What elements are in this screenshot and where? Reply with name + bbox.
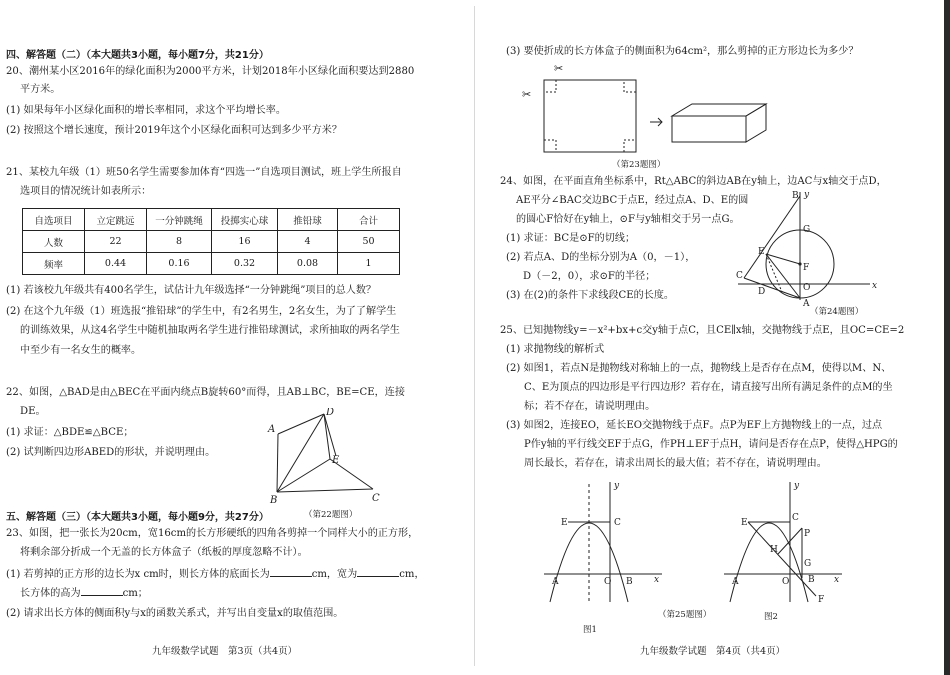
q23-part1-text-b: cm，宽为 — [311, 569, 358, 580]
q24-part2-line1: (2) 若点A、D的坐标分别为A（0，－1）， — [506, 252, 696, 263]
table-cell: 合计 — [338, 209, 400, 231]
table-cell: 频率 — [23, 253, 85, 275]
point-label: B — [792, 191, 799, 201]
point-label: O — [604, 577, 612, 587]
point-label: B — [626, 577, 633, 587]
axis-label: x — [834, 575, 840, 585]
table-cell: 16 — [212, 231, 278, 253]
point-label: F — [818, 595, 825, 605]
point-label: H — [770, 545, 778, 555]
q23-part1-line1 — [6, 567, 425, 581]
axis-label: y — [794, 481, 800, 491]
q23-diagram — [520, 58, 780, 158]
scissors-icon: ✂ — [554, 62, 564, 75]
q25-figure-1 — [540, 478, 670, 606]
point-label: G — [803, 225, 811, 235]
table-row — [23, 253, 400, 275]
point-label: F — [803, 263, 810, 273]
q23-caption: （第23题图） — [612, 160, 666, 170]
section-5-heading: 五、解答题（三）（本大题共3小题，每小题9分，共27分） — [6, 512, 269, 523]
page-divider — [474, 6, 475, 666]
table-cell: 0.44 — [85, 253, 147, 275]
q21-stem-line1: 21、某校九年级（1）班50名学生需要参加体育“四选一”自选项目测试，班上学生所报自 — [6, 167, 402, 178]
fig1-label: 图1 — [583, 625, 597, 635]
q23-part1-text-c: cm， — [399, 569, 425, 580]
q21-stat-table — [22, 208, 400, 275]
q23-figure — [520, 58, 780, 158]
table-row — [23, 209, 400, 231]
point-label: C — [372, 493, 380, 504]
q24-caption: （第24题图） — [810, 307, 864, 317]
point-label: P — [804, 529, 811, 539]
q20-stem-line2: 平方米。 — [20, 84, 61, 95]
q20-part2: (2) 按照这个增长速度，预计2019年这个小区绿化面积可达到多少平方米？ — [6, 125, 342, 136]
table-cell: 50 — [338, 231, 400, 253]
table-cell: 立定跳远 — [85, 209, 147, 231]
answer-blank[interactable] — [270, 567, 312, 577]
q25-part3-line3: 周长最长，若存在，请求出周长的最大值；若不存在，请说明理由。 — [524, 458, 827, 469]
table-cell: 推铅球 — [278, 209, 338, 231]
q24-part1: (1) 求证：BC是⊙F的切线； — [506, 233, 636, 244]
point-label: O — [803, 283, 811, 293]
q24-stem-line2: AE平分∠BAC交边BC于点E，经过点A、D、E的圆 — [516, 195, 749, 206]
point-label: E — [758, 247, 765, 257]
q24-figure — [734, 188, 884, 308]
table-cell: 0.08 — [278, 253, 338, 275]
q25-diagram-1 — [540, 478, 670, 606]
table-cell: 0.32 — [212, 253, 278, 275]
q23-stem-line2: 将剩余部分折成一个无盖的长方体盒子（纸板的厚度忽略不计）。 — [20, 547, 308, 558]
table-cell: 22 — [85, 231, 147, 253]
q25-part1: (1) 求抛物线的解析式 — [506, 344, 605, 355]
scan-edge — [944, 0, 950, 675]
point-label: C — [792, 513, 799, 523]
point-label: D — [326, 408, 335, 418]
point-label: A — [803, 299, 810, 308]
q23-part1-text-a: (1) 若剪掉的正方形的边长为x cm时，则长方体的底面长为 — [6, 569, 270, 580]
q20-stem-line1: 20、潮州某小区2016年的绿化面积为2000平方米，计划2018年小区绿化面积要达到2880 — [6, 66, 415, 77]
q24-stem-line3: 的圆心F恰好在y轴上，⊙F与y轴相交于另一点G。 — [516, 214, 740, 225]
q24-stem-line1: 24、如图，在平面直角坐标系中，Rt△ABC的斜边AB在y轴上，边AC与x轴交于点D， — [500, 176, 887, 187]
q25-figure-2 — [720, 478, 850, 606]
q23-part1-line2 — [20, 586, 148, 600]
q23-stem-line1: 23、如图，把一张长为20cm，宽16cm的长方形硬纸的四角各剪掉一个同样大小的正方形， — [6, 528, 419, 539]
q23-part1-text-d: 长方体的高为 — [20, 588, 81, 599]
q25-stem: 25、已知抛物线y=－x²+bx+c交y轴于点C，且CE∥x轴，交抛物线于点E，且OC=CE=2 — [500, 325, 905, 336]
table-cell: 人数 — [23, 231, 85, 253]
point-label: E — [561, 518, 568, 528]
q21-stem-line2: 选项目的情况统计如表所示： — [20, 186, 152, 197]
q21-part2-line2: 的训练效果，从这4名学生中随机抽取两名学生进行推铅球测试，求所抽取的两名学生 — [20, 325, 400, 336]
page-footer-left: 九年级数学试题 第3页（共4页） — [152, 646, 298, 657]
section-4-heading: 四、解答题（二）（本大题共3小题，每小题7分，共21分） — [6, 50, 269, 61]
q25-part2-line2: C、E为顶点的四边形是平行四边形？若存在，请直接写出所有满足条件的点M的坐 — [524, 382, 893, 393]
q25-part3-line2: P作y轴的平行线交EF于点G，作PH⊥EF于点H，请问是否存在点P，使得△HPG的 — [524, 439, 898, 450]
q25-part3-line1: (3) 如图2，连接EO，延长EO交抛物线于点F。点P为EF上方抛物线上的一点，过点 — [506, 420, 883, 431]
page-footer-right: 九年级数学试题 第4页（共4页） — [640, 646, 786, 657]
point-label: B — [270, 495, 278, 506]
axis-label: y — [804, 190, 810, 200]
q22-figure — [260, 408, 390, 506]
q24-part2-line2: D（－2，0），求⊙F的半径； — [523, 271, 656, 282]
q22-caption: （第22题图） — [304, 510, 358, 520]
q22-part2: (2) 试判断四边形ABED的形状，并说明理由。 — [6, 447, 216, 458]
table-cell: 自选项目 — [23, 209, 85, 231]
q25-caption: （第25题图） — [658, 610, 712, 620]
table-cell: 4 — [278, 231, 338, 253]
fig2-label: 图2 — [764, 612, 778, 622]
point-label: A — [268, 424, 276, 435]
q25-diagram-2 — [720, 478, 850, 606]
table-cell: 8 — [147, 231, 212, 253]
q20-part1: (1) 如果每年小区绿化面积的增长率相同，求这个平均增长率。 — [6, 105, 286, 116]
point-label: G — [804, 559, 812, 569]
q21-part1: (1) 若该校九年级共有400名学生，试估计九年级选择“一分钟跳绳”项目的总人数？ — [6, 285, 377, 296]
axis-label: y — [614, 481, 620, 491]
q25-part2-line1: (2) 如图1，若点N是抛物线对称轴上的一点，抛物线上是否存在点M，使得以M、N、 — [506, 363, 892, 374]
q22-stem-line1: 22、如图，△BAD是由△BEC在平面内绕点B旋转60°而得，且AB⊥BC，BE=CE，连接 — [6, 387, 405, 398]
table-cell: 投掷实心球 — [212, 209, 278, 231]
point-label: C — [614, 518, 621, 528]
q23-part1-text-e: cm； — [122, 588, 148, 599]
point-label: E — [332, 455, 340, 466]
point-label: A — [552, 577, 559, 587]
table-cell: 一分钟跳绳 — [147, 209, 212, 231]
q25-part2-line3: 标；若不存在，请说明理由。 — [524, 401, 656, 412]
q24-diagram — [734, 188, 884, 308]
q22-diagram — [260, 408, 390, 506]
table-row — [23, 231, 400, 253]
q23-part3: (3) 要使折成的长方体盒子的侧面积为64cm²，那么剪掉的正方形边长为多少？ — [506, 46, 859, 57]
scissors-icon: ✂ — [522, 88, 532, 101]
q24-part3: (3) 在(2)的条件下求线段CE的长度。 — [506, 290, 675, 301]
answer-blank[interactable] — [357, 567, 399, 577]
q23-part2: (2) 请求出长方体的侧面积y与x的函数关系式，并写出自变量x的取值范围。 — [6, 608, 344, 619]
axis-label: x — [872, 281, 878, 291]
point-label: A — [732, 577, 739, 587]
point-label: C — [736, 271, 743, 281]
table-cell: 0.16 — [147, 253, 212, 275]
answer-blank[interactable] — [81, 586, 123, 596]
point-label: B — [808, 575, 815, 585]
q21-part2-line3: 中至少有一名女生的概率。 — [20, 345, 142, 356]
axis-label: x — [654, 575, 660, 585]
q21-part2-line1: (2) 在这个九年级（1）班选报“推铅球”的学生中，有2名男生，2名女生，为了了解学生 — [6, 306, 397, 317]
point-label: O — [782, 577, 790, 587]
table-cell: 1 — [338, 253, 400, 275]
point-label: E — [741, 518, 748, 528]
q22-stem-line2: DE。 — [20, 406, 46, 417]
q22-part1: (1) 求证：△BDE≌△BCE； — [6, 427, 134, 438]
point-label: D — [758, 287, 766, 297]
